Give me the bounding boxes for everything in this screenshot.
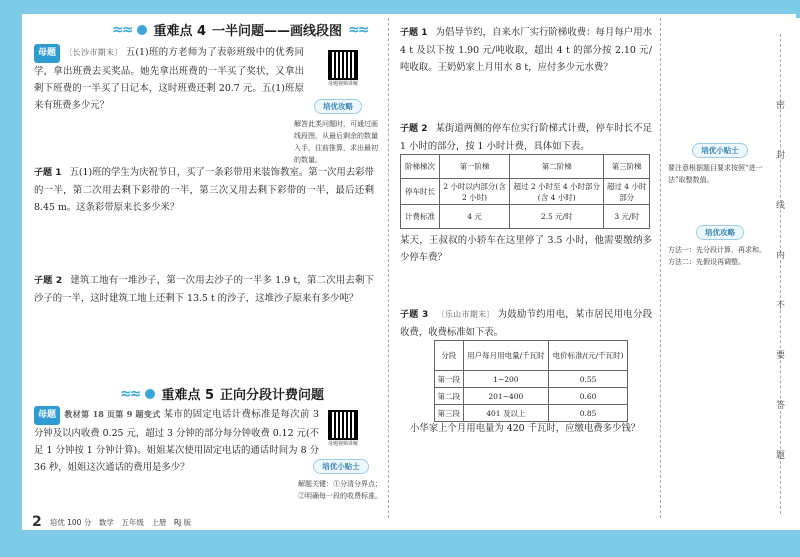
table-cell: 超过 4 小时部分 [604,179,650,205]
table-cell: 第一阶梯 [440,155,510,179]
example-2 [34,406,319,476]
table-cell: 第一段 [435,371,464,388]
table-cell: 停车时长 [401,179,440,205]
example-1 [34,44,304,114]
table-cell: 1~200 [463,371,549,388]
example-badge: 母题 [34,406,60,425]
sub-text: 建筑工地有一堆沙子，第一次用去沙子的一半多 1.9 t，第二次用去剩下沙子的一半，这时建筑工地上还剩下 13.5 t 的沙子，这堆沙子原来有多少吨？ [34,275,374,304]
example-badge: 母题 [34,44,60,63]
table-cell: 2.5 元/时 [510,205,604,229]
tip-title: 培优小贴士 [313,459,369,474]
section-4-heading: 一半问题——画线段图 [212,24,343,39]
table-cell: 阶梯梯次 [401,155,440,179]
tip-title: 培优攻略 [314,99,362,114]
sub-label: 子题 1 [34,168,62,178]
tip-text: 方法一：先分段计算，再求和。方法二：先假设再调整。 [668,246,766,266]
sub-label: 子题 2 [400,124,428,134]
sub-question-1 [34,164,374,216]
page [22,14,796,530]
binding-char: 内 [776,251,786,261]
tip-note-3 [668,138,772,186]
right-sub-question-2 [400,120,652,155]
tip-title: 培优小贴士 [692,143,748,158]
example-text: 某市的固定电话计费标准是每次前 3 分钟及以内收费 0.25 元，超过 3 分钟的部分每分钟收费 0.12 元(不足 1 分钟按 1 分钟计算)。姐姐某次使用固定电话的通话时间为 8 分 36 秒，姐姐这次通话的费用是多少？ [34,409,319,473]
electricity-fee-table [434,340,628,422]
sub-text: 五(1)班的学生为庆祝节日，买了一条彩带用来装饰教室。第一次用去彩带的一半，第二次用去剩下彩带的一半，第三次又用去剩下彩带的一半，最后还剩 8.45 m。这条彩带原来长多少米？ [34,167,374,213]
sub-label: 子题 1 [400,28,428,38]
bottom-border [0,530,800,557]
sub-text: 某街道两侧的停车位实行阶梯式计费，停车时长不足 1 小时的部分，按 1 小时计费，具体如下表。 [400,123,652,152]
table-cell: 第三段 [435,405,464,422]
sub-text: 为鼓励节约用电，某市居民用电分段收费，收费标准如下表。 [400,309,652,338]
qr-code-icon[interactable] [328,50,358,80]
table-cell: 0.60 [549,388,628,405]
table-cell: 4 元 [440,205,510,229]
tip-text: 要注意根据题目要求按照“进一法”取整数值。 [668,164,763,184]
binding-char: 答 [776,401,786,411]
column-divider [388,18,389,518]
table-cell: 第二段 [435,388,464,405]
binding-char: 题 [776,451,786,461]
table-cell: 2 小时以内部分(含 2 小时) [440,179,510,205]
margin-divider [660,18,661,518]
binding-char: 封 [776,151,786,161]
section-4-label: 重难点 4 [153,24,207,39]
footer-text: 培优 100 分 数学 五年级 上册 RJ 版 [49,517,192,527]
sub-source: 〔乐山市期末〕 [436,310,495,319]
table-cell: 3 元/时 [604,205,650,229]
qr-block-2[interactable] [328,410,358,447]
section-5-label: 重难点 5 [161,388,215,403]
right-sub-question-3 [400,306,652,341]
section-5-title: ≈≈ 重难点 5 正向分段计费问题 [120,385,325,403]
tip-text: 解题关键：①分清分界点；②明确每一段的收费标准。 [298,480,382,500]
page-number: 2 [32,514,42,530]
tip-strategy-4 [668,220,772,268]
table-cell: 分段 [435,341,464,371]
tip-title: 培优攻略 [696,225,744,240]
table-cell: 用户每月用电量/千瓦时 [463,341,549,371]
table-cell: 201~400 [463,388,549,405]
right-sub-question-3-followup: 小华家上个月用电量为 420 千瓦时，应缴电费多少钱？ [410,423,641,434]
example-text: 五(1)班的方老师为了表彰班级中的优秀同学，拿出班费去买奖品。她先拿出班费的一半买了奖状，又拿出剩下班费的一半买了日记本，这时班费还剩 20.7 元。五(1)班原来有班费多少元？ [34,47,304,111]
example-source: 〔长沙市期末〕 [64,48,123,57]
qr-label: 母题视频讲解 [328,81,359,87]
binding-char: 线 [776,201,786,211]
parking-fee-table [400,154,650,229]
section-4-title: ≈≈ 重难点 4 一半问题——画线段图 ≈≈ [112,21,368,39]
tip-note-2 [298,454,384,502]
qr-block-1[interactable] [328,50,358,87]
table-cell: 0.55 [549,371,628,388]
sub-question-2 [34,272,374,307]
right-sub-question-2-followup: 某天，王叔叔的小轿车在这里停了 3.5 小时，他需要缴纳多少停车费？ [400,235,652,263]
sub-label: 子题 2 [34,276,63,286]
table-cell: 超过 2 小时至 4 小时部分(含 4 小时) [510,179,604,205]
binding-char: 要 [776,351,786,361]
sub-text: 为倡导节约，自来水厂实行阶梯收费：每月每户用水 4 t 及以下按 1.90 元/吨收取，超出 4 t 的部分按 2.10 元/吨收取。王奶奶家上月用水 8 t，应付多少元水费？ [400,27,652,73]
binding-char: 不 [776,301,786,311]
binding-char: 密 [776,101,786,111]
tip-text: 解答此类问题时，可通过画线段图，从最后剩余的数量入手，往前推算，求出最初的数量。 [294,120,378,164]
right-sub-question-1 [400,24,652,76]
table-cell: 第三阶梯 [604,155,650,179]
tip-strategy-1 [294,94,382,166]
table-cell: 第二阶梯 [510,155,604,179]
table-cell: 电价标准/(元/千瓦时) [549,341,628,371]
footer [32,514,191,530]
left-border [0,0,22,557]
table-cell: 计费标准 [401,205,440,229]
qr-label: 母题视频讲解 [328,441,359,447]
example-source: 教材第 18 页第 9 题变式 [64,409,161,419]
sub-label: 子题 3 [400,310,429,320]
section-5-heading: 正向分段计费问题 [220,388,325,403]
table-cell: 0.85 [549,405,628,422]
table-cell: 401 及以上 [463,405,549,422]
qr-code-icon[interactable] [328,410,358,440]
